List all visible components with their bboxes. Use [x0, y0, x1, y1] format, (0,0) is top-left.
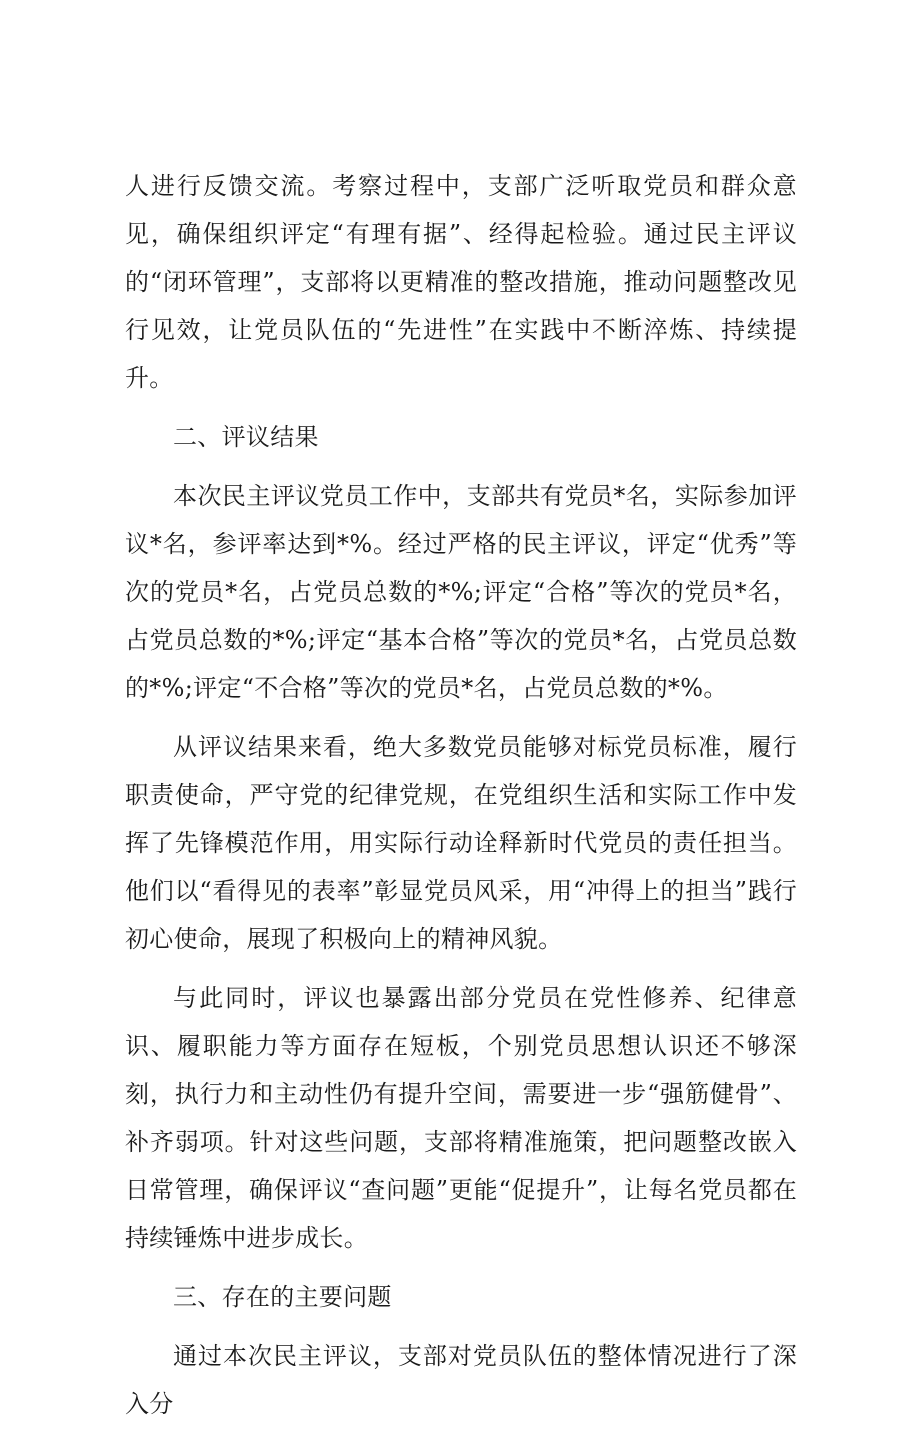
section-heading-problems: 三、存在的主要问题 [173, 1283, 392, 1311]
document-body [125, 162, 797, 1439]
paragraph-results-analysis: 从评议结果来看，绝大多数党员能够对标党员标准，履行职责使命，严守党的纪律党规，在党组织生活和实际工作中发挥了先锋模范作用，用实际行动诠释新时代党员的责任担当。他们以“看得见的表率”彰显党员风采，用“冲得上的担当”践行初心使命，展现了积极向上的精神风貌。 [125, 733, 797, 953]
paragraph-problems-intro: 通过本次民主评议，支部对党员队伍的整体情况进行了深入分 [125, 1342, 797, 1418]
paragraph-results-stats: 本次民主评议党员工作中，支部共有党员*名，实际参加评议*名，参评率达到*%。经过严格的民主评议，评定“优秀”等次的党员*名，占党员总数的*%;评定“合格”等次的党员*名，占党员总数的*%;评定“基本合格”等次的党员*名，占党员总数的*%;评定“不合格”等次的党员*名，占党员总数的*%。 [125, 482, 797, 702]
paragraph-results-shortcomings: 与此同时，评议也暴露出部分党员在党性修养、纪律意识、履职能力等方面存在短板，个别党员思想认识还不够深刻，执行力和主动性仍有提升空间，需要进一步“强筋健骨”、补齐弱项。针对这些问题，支部将精准施策，把问题整改嵌入日常管理，确保评议“查问题”更能“促提升”，让每名党员都在持续锤炼中进步成长。 [125, 984, 797, 1252]
section-heading-results: 二、评议结果 [173, 423, 319, 451]
paragraph-continuation: 人进行反馈交流。考察过程中，支部广泛听取党员和群众意见，确保组织评定“有理有据”、经得起检验。通过民主评议的“闭环管理”，支部将以更精准的整改措施，推动问题整改见行见效，让党员队伍的“先进性”在实践中不断淬炼、持续提升。 [125, 172, 797, 392]
